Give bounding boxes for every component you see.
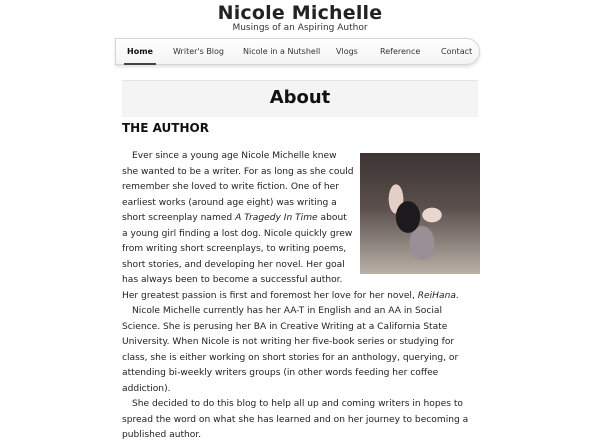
nav-vlogs[interactable]: Vlogs — [336, 47, 358, 56]
paragraph-2: Nicole Michelle currently has her AA-T in English and an AA in Social Science. She is perusing her BA in Creative Writing at a California State University. When Nicole is not writing her five-book series or studying for class, she is either working on short stories for an anthology, querying, or attending bi-weekly writers groups (in other words feeding her coffee addiction). — [122, 306, 459, 394]
page-header — [122, 80, 478, 117]
nav-reference[interactable]: Reference — [380, 47, 421, 56]
novel-title: ReiHana — [417, 290, 456, 301]
site-tagline: Musings of an Aspiring Author — [232, 23, 368, 33]
nav-writers-blog[interactable]: Writer's Blog — [173, 47, 225, 56]
article-content — [122, 149, 480, 444]
section-title: THE AUTHOR — [122, 121, 209, 135]
main-nav — [115, 38, 480, 65]
page-title: About — [269, 87, 331, 108]
paragraph-1-text-c: about a young girl finding a lost dog. Nicole quickly grew from writing short screenplays, to writing poems, short stories, and developing her novel. Her goal has always been to become a successful author. Her greatest passion is first and foremost her love for her novel, — [122, 213, 418, 301]
author-photo — [360, 153, 480, 274]
paragraph-1 — [122, 149, 480, 304]
paragraph-1-text-e: . — [455, 290, 459, 301]
nav-nicole-in-a-nutshell[interactable]: Nicole in a Nutshell — [243, 47, 321, 56]
screenplay-title: A Tragedy In Time — [235, 213, 318, 223]
paragraph-3: She decided to do this blog to help all up and coming writers in hopes to spread the word on what she has learned and on her journey to becoming a published author. — [122, 399, 469, 440]
site-title[interactable]: Nicole Michelle — [217, 2, 383, 24]
nav-home[interactable]: Home — [127, 39, 153, 64]
nav-contact[interactable]: Contact — [441, 47, 473, 56]
paragraph-1-text-a: Ever since a young age Nicole Michelle knew she wanted to be a writer. For as long as she could remember she loved to write fiction. One of her earliest works (around age eight) was writing a short screenplay named — [122, 151, 354, 223]
